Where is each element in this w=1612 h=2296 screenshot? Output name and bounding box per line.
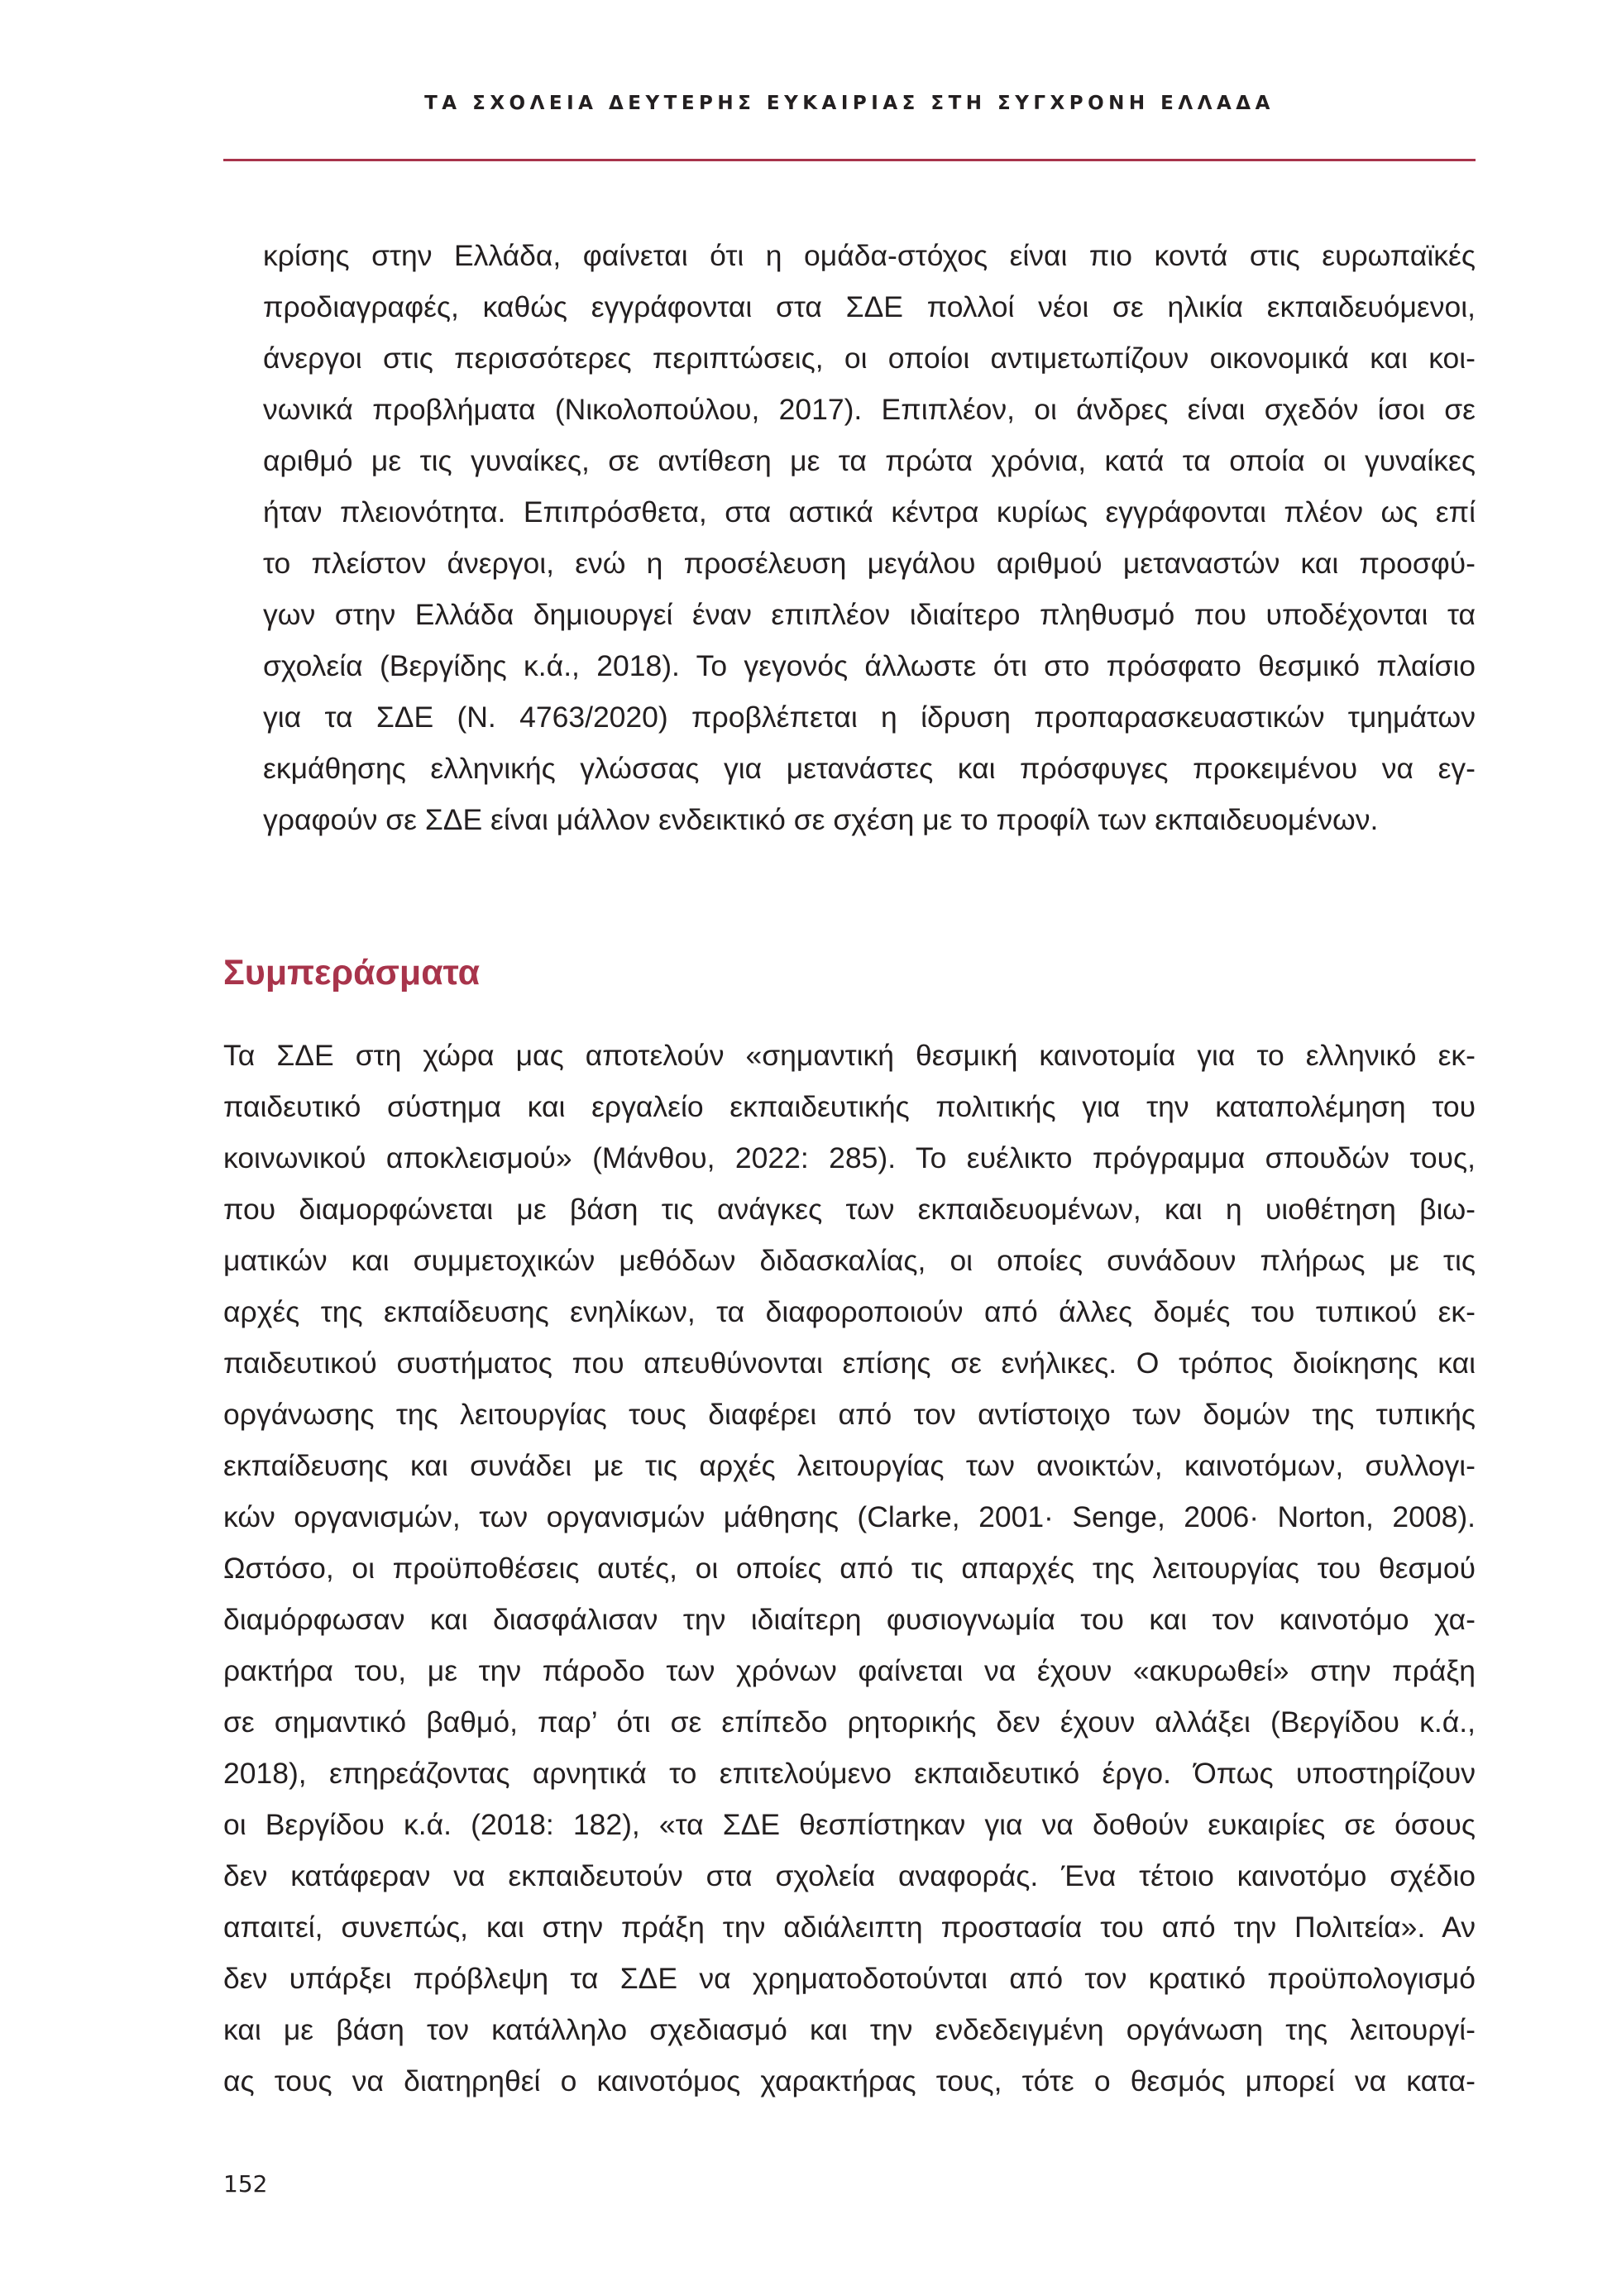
text-line: το πλείστον άνεργοι, ενώ η προσέλευση μεγάλου αριθμού μεταναστών και προσφύ- xyxy=(263,547,1476,580)
text-line: κών οργανισμών, των οργανισμών μάθησης (Clarke, 2001· Senge, 2006· Norton, 2008). xyxy=(223,1500,1476,1533)
text-line: παιδευτικό σύστημα και εργαλείο εκπαιδευτικής πολιτικής για την καταπολέμηση του xyxy=(223,1090,1476,1123)
text-line: νωνικά προβλήματα (Νικολοπούλου, 2017). Επιπλέον, οι άνδρες είναι σχεδόν ίσοι σε xyxy=(263,393,1476,426)
text-line: οργάνωσης της λειτουργίας τους διαφέρει από τον αντίστοιχο των δομών της τυπικής xyxy=(223,1398,1476,1431)
text-line: για τα ΣΔΕ (Ν. 4763/2020) προβλέπεται η ίδρυση προπαρασκευαστικών τμημάτων xyxy=(263,701,1476,734)
text-line: που διαμορφώνεται με βάση τις ανάγκες των εκπαιδευομένων, και η υιοθέτηση βιω- xyxy=(223,1193,1476,1226)
text-line: γραφούν σε ΣΔΕ είναι μάλλον ενδεικτικό σε σχέση με το προφίλ των εκπαιδευομένων. xyxy=(263,803,1379,836)
header-rule xyxy=(223,159,1476,161)
text-line: Ωστόσο, οι προϋποθέσεις αυτές, οι οποίες από τις απαρχές της λειτουργίας του θεσμού xyxy=(223,1552,1476,1585)
text-line: δεν κατάφεραν να εκπαιδευτούν στα σχολεία αναφοράς. Ένα τέτοιο καινοτόμο σχέδιο xyxy=(223,1859,1476,1892)
text-line: σε σημαντικό βαθμό, παρ’ ότι σε επίπεδο ρητορικής δεν έχουν αλλάξει (Βεργίδου κ.ά., xyxy=(223,1705,1476,1739)
text-line: 2018), επηρεάζοντας αρνητικά το επιτελούμενο εκπαιδευτικό έργο. Όπως υποστηρίζουν xyxy=(223,1757,1476,1790)
text-line: ματικών και συμμετοχικών μεθόδων διδασκαλίας, οι οποίες συνάδουν πλήρως με τις xyxy=(223,1244,1476,1277)
text-line: εκπαίδευσης και συνάδει με τις αρχές λειτουργίας των ανοικτών, καινοτόμων, συλλογι- xyxy=(223,1449,1476,1482)
text-line: οι Βεργίδου κ.ά. (2018: 182), «τα ΣΔΕ θεσπίστηκαν για να δοθούν ευκαιρίες σε όσους xyxy=(223,1808,1476,1841)
text-line: άνεργοι στις περισσότερες περιπτώσεις, οι οποίοι αντιμετωπίζουν οικονομικά και κοι- xyxy=(263,342,1476,375)
text-line: Τα ΣΔΕ στη χώρα μας αποτελούν «σημαντική θεσμική καινοτομία για το ελληνικό εκ- xyxy=(223,1039,1476,1072)
text-line: γων στην Ελλάδα δημιουργεί έναν επιπλέον ιδιαίτερο πληθυσμό που υποδέχονται τα xyxy=(263,598,1476,631)
text-line: απαιτεί, συνεπώς, και στην πράξη την αδιάλειπτη προστασία του από την Πολιτεία». Αν xyxy=(223,1911,1476,1944)
text-line: κοινωνικού αποκλεισμού» (Μάνθου, 2022: 285). Το ευέλικτο πρόγραμμα σπουδών τους, xyxy=(223,1141,1476,1174)
text-line: και με βάση τον κατάλληλο σχεδιασμό και την ενδεδειγμένη οργάνωση της λειτουργί- xyxy=(223,2013,1476,2046)
paragraph-2 xyxy=(223,1030,1476,2107)
text-line: κρίσης στην Ελλάδα, φαίνεται ότι η ομάδα-στόχος είναι πιο κοντά στις ευρωπαϊκές xyxy=(263,239,1476,272)
text-line: ρακτήρα του, με την πάροδο των χρόνων φαίνεται να έχουν «ακυρωθεί» στην πράξη xyxy=(223,1654,1476,1687)
text-line: σχολεία (Βεργίδης κ.ά., 2018). Το γεγονός άλλωστε ότι στο πρόσφατο θεσμικό πλαίσιο xyxy=(263,649,1476,682)
text-line: παιδευτικού συστήματος που απευθύνονται επίσης σε ενήλικες. Ο τρόπος διοίκησης και xyxy=(223,1347,1476,1380)
text-line: αριθμό με τις γυναίκες, σε αντίθεση με τα πρώτα χρόνια, κατά τα οποία οι γυναίκες xyxy=(263,444,1476,477)
text-line: εκμάθησης ελληνικής γλώσσας για μετανάστες και πρόσφυγες προκειμένου να εγ- xyxy=(263,752,1476,785)
text-line: αρχές της εκπαίδευσης ενηλίκων, τα διαφοροποιούν από άλλες δομές του τυπικού εκ- xyxy=(223,1295,1476,1328)
page-number: 152 xyxy=(223,2170,268,2198)
text-line: ας τους να διατηρηθεί ο καινοτόμος χαρακτήρας τους, τότε ο θεσμός μπορεί να κατα- xyxy=(223,2064,1476,2097)
section-heading: Συμπεράσματα xyxy=(223,953,481,993)
text-line: προδιαγραφές, καθώς εγγράφονται στα ΣΔΕ πολλοί νέοι σε ηλικία εκπαιδευόμενοι, xyxy=(263,290,1476,323)
text-line: διαμόρφωσαν και διασφάλισαν την ιδιαίτερη φυσιογνωμία του και τον καινοτόμο χα- xyxy=(223,1603,1476,1636)
text-line: ήταν πλειονότητα. Επιπρόσθετα, στα αστικά κέντρα κυρίως εγγράφονται πλέον ως επί xyxy=(263,495,1476,529)
text-line: δεν υπάρξει πρόβλεψη τα ΣΔΕ να χρηματοδοτούνται από τον κρατικό προϋπολογισμό xyxy=(223,1962,1476,1995)
paragraph-1 xyxy=(263,230,1476,845)
running-head: ΤΑ ΣΧΟΛΕΙΑ ΔΕΥΤΕΡΗΣ ΕΥΚΑΙΡΙΑΣ ΣΤΗ ΣΥΓΧΡΟΝΗ ΕΛΛΑΔΑ xyxy=(424,93,1275,114)
